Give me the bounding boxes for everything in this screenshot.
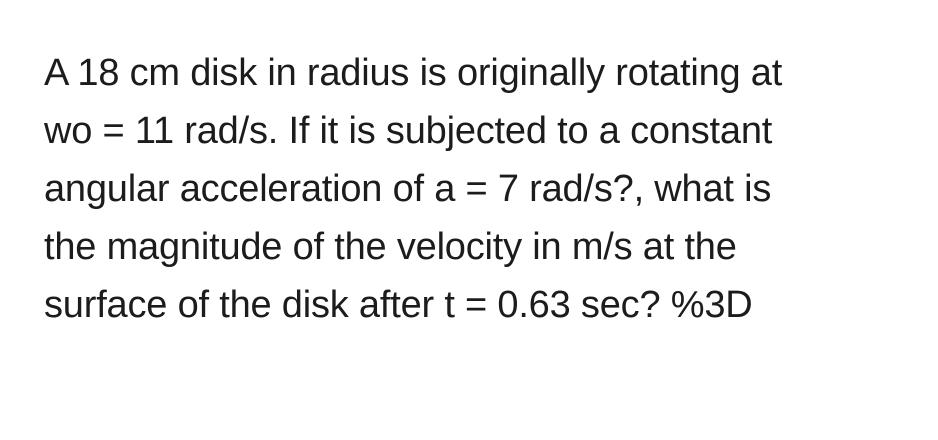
question-line-3: angular acceleration of a = 7 rad/s?, what is [44, 168, 772, 210]
question-line-4: the magnitude of the velocity in m/s at the [44, 226, 737, 268]
question-text [44, 44, 924, 334]
question-line-1: A 18 cm disk in radius is originally rotating at [44, 52, 783, 94]
question-line-2: wo = 11 rad/s. If it is subjected to a constant [44, 110, 773, 152]
question-line-5: surface of the disk after t = 0.63 sec? %3D [44, 284, 753, 326]
